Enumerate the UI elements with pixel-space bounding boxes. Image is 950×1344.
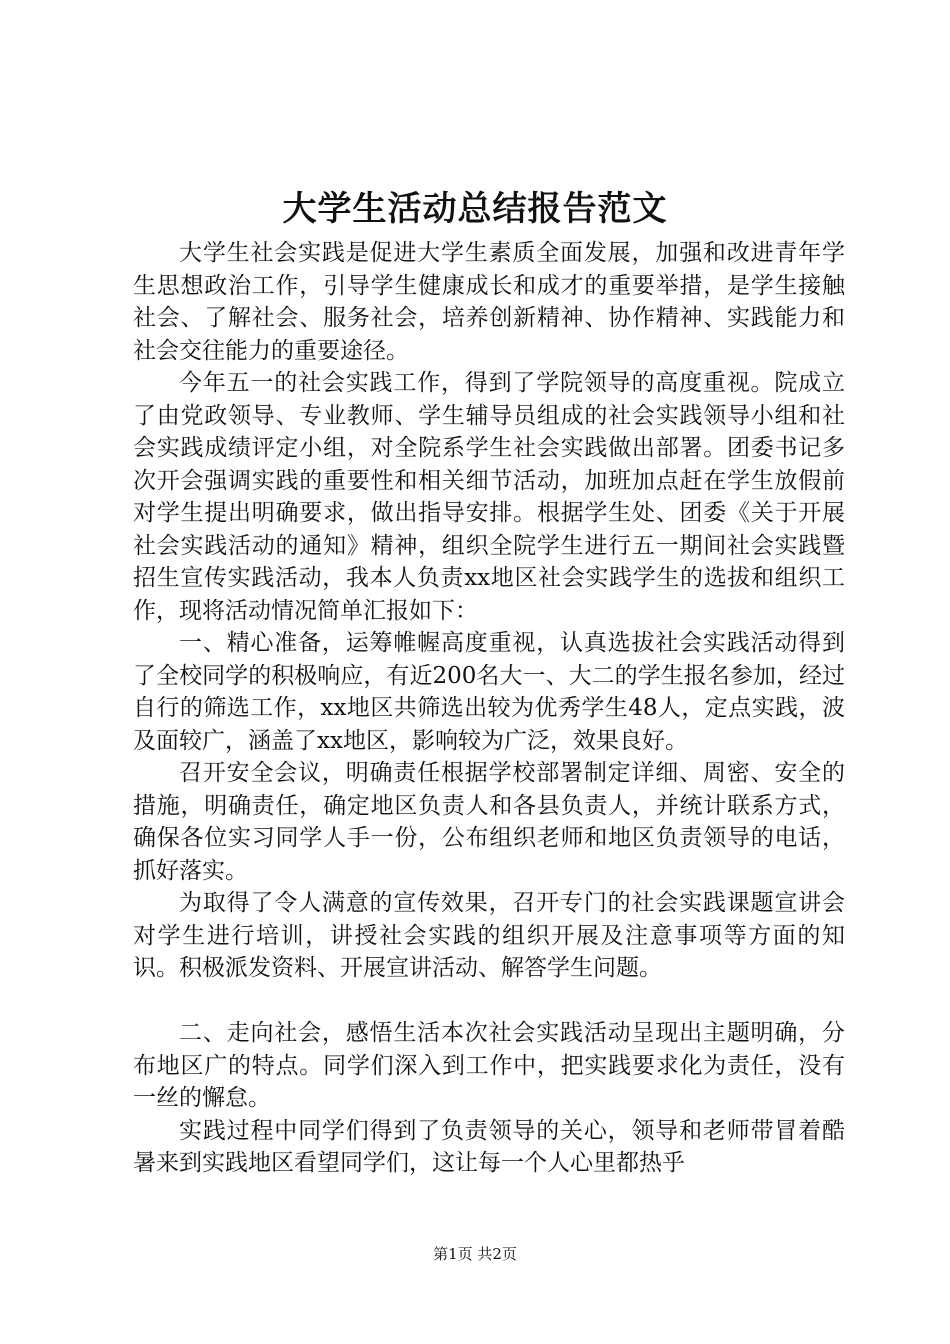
paragraph-section-two: 二、走向社会，感悟生活本次社会实践活动呈现出主题明确，分布地区广的特点。同学们深入到工作中，把实践要求化为责任，没有一丝的懈怠。: [133, 1020, 845, 1111]
paragraph-practice-process: 实践过程中同学们得到了负责领导的关心，领导和老师带冒着酷暑来到实践地区看望同学们，这让每一个人心里都热乎: [133, 1117, 845, 1176]
page-number-footer: 第1页 共2页: [433, 1245, 517, 1263]
paragraph-section-one: 一、精心准备，运筹帷幄高度重视，认真选拔社会实践活动得到了全校同学的积极响应，有近200名大一、大二的学生报名参加，经过自行的筛选工作，xx地区共筛选出较为优秀学生48人，定点实践，波及面较广，涵盖了xx地区，影响较为广泛，效果良好。: [133, 630, 845, 754]
document-title: 大学生活动总结报告范文: [282, 189, 668, 229]
paragraph-safety-meeting: 召开安全会议，明确责任根据学校部署制定详细、周密、安全的措施，明确责任，确定地区负责人和各县负责人，并统计联系方式，确保各位实习同学人手一份，公布组织老师和地区负责领导的电话，抓好落实。: [133, 760, 845, 884]
paragraph-intro: 大学生社会实践是促进大学生素质全面发展，加强和改进青年学生思想政治工作，引导学生健康成长和成才的重要举措，是学生接触社会、了解社会、服务社会，培养创新精神、协作精神、实践能力和社会交往能力的重要途径。: [133, 240, 845, 364]
paragraph-background: 今年五一的社会实践工作，得到了学院领导的高度重视。院成立了由党政领导、专业教师、学生辅导员组成的社会实践领导小组和社会实践成绩评定小组，对全院系学生社会实践做出部署。团委书记多次开会强调实践的重要性和相关细节活动，加班加点赶在学生放假前对学生提出明确要求，做出指导安排。根据学生处、团委《关于开展社会实践活动的通知》精神，组织全院学生进行五一期间社会实践暨招生宣传实践活动，我本人负责xx地区社会实践学生的选拔和组织工作，现将活动情况简单汇报如下：: [133, 370, 845, 624]
document-body: [133, 237, 845, 1180]
paragraph-publicity: 为取得了令人满意的宣传效果，召开专门的社会实践课题宣讲会对学生进行培训，讲授社会实践的组织开展及注意事项等方面的知识。积极派发资料、开展宣讲活动、解答学生问题。: [133, 890, 845, 981]
